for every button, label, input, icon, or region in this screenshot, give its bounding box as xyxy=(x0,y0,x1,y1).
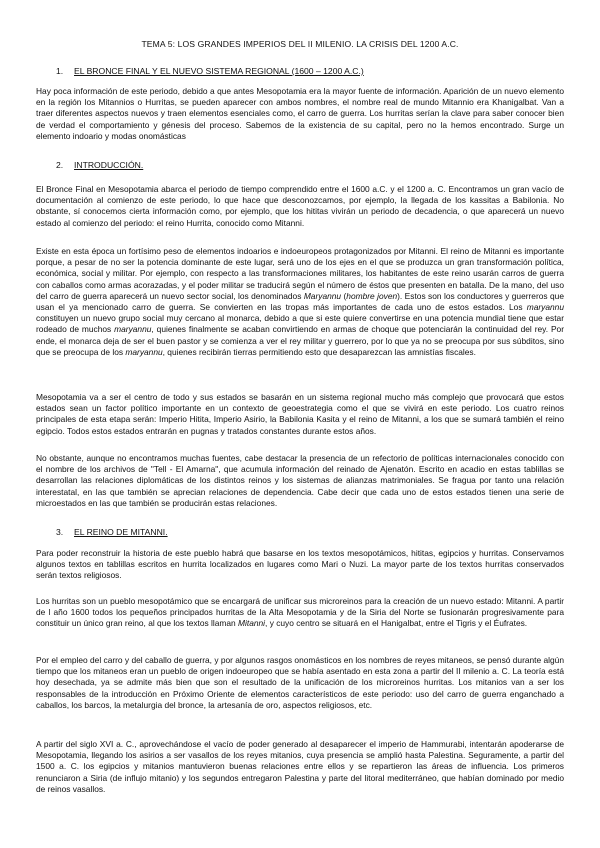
paragraph-3-2: Los hurritas son un pueblo mesopotámico que se encargará de unificar sus microreinos para la creación de un nuevo estado: Mitanni. A partir de l año 1600 todos los pequeños principados hurritas de la Alta Mesopotamia y de la Siria del Norte se fusionarán progresivamente para constituir un único gran reino, al que los textos llaman Mitanni, y cuyo centro se situará en el Hanigalbat, entre el Tigris y el Éufrates. xyxy=(36,596,564,629)
section-heading-2 xyxy=(56,160,143,171)
paragraph-2-3: Mesopotamia va a ser el centro de todo y sus estados se basarán en un sistema regional mucho más complejo que provocará que estos estados sean un factor político importante en un contexto de geoestrategia como el que se vivirá en este periodo. Los cuatro reinos principales de esta etapa serán: Imperio Hitita, Imperio Asirio, la Babilonia Kasita y el reino de Mitanni, a los que se sumará también el reino egipcio. Todos estos estados entrarán en pugnas y tratados constantes durante estos años. xyxy=(36,392,564,436)
paragraph-2-4: No obstante, aunque no encontramos muchas fuentes, cabe destacar la presencia de un refectorio de políticas internacionales conocido con el nombre de los archivos de "Tell - El Amarna", que acumula información del reinado de Ajenatón. Escrito en acadio en estas tablillas se desarrollan las relaciones diplomáticas de los distintos reinos y los sistemas de alianzas matrimoniales. Se fragua por tanto una relación interestatal, en las que también se aprecian relaciones de dependencia. Cabe decir que cada uno de estos estados tienen una serie de microestados en las que también se producirán estas relaciones. xyxy=(36,453,564,508)
paragraph-2-1: El Bronce Final en Mesopotamia abarca el periodo de tiempo comprendido entre el 1600 a.C. y el 1200 a. C. Encontramos un gran vacío de documentación al comienzo de este periodo, lo que hace que desconozcamos, por ejemplo, la llegada de los kassitas a Babilonia. No obstante, sí conocemos cierta información como, por ejemplo, que los hititas vivirán un periodo de decadencia, o que aparecerá un nuevo estado al comienzo del periodo: el reino Hurrita, conocido como Mitanni. xyxy=(36,184,564,228)
section-title: EL REINO DE MITANNI. xyxy=(74,527,168,537)
section-number: 3. xyxy=(56,527,64,537)
section-number: 2. xyxy=(56,160,64,170)
paragraph-3-3: Por el empleo del carro y del caballo de guerra, y por algunos rasgos onomásticos en los nombres de reyes mitaneos, se pensó durante algún tiempo que los mitaneos eran un pueblo de origen indoeuropeo que se había asentado en esta zona a partir del II milenio a. C. La teoría está hoy desechada, ya se admite más bien que son el resultado de la unificación de los microreinos hurritas. Los mitanios van a ser los responsables de la introducción en Próximo Oriente de elementos característicos de este periodo: uso del carro de guerra enganchado a caballos, los barcos, la metalurgia del bronce, la artesanía de oro, aspectos religiosos, etc. xyxy=(36,655,564,710)
paragraph-3-4: A partir del siglo XVI a. C., aprovechándose el vacío de poder generado al desaparecer el imperio de Hammurabi, intentarán apoderarse de Mesopotamia, llegando los asirios a ser vasallos de los reyes mitanios, cuya presencia se amplió hasta Palestina. Seguramente, a partir del 1500 a. C. los egipcios y mitanios mantuvieron buenas relaciones entre ellos y se repartieron las áreas de influencia. Los primeros renunciaron a Siria (de influjo mitanio) y los segundos entregaron Palestina y parte del litoral mediterráneo, que habían dominado por medio de reinos vasallos. xyxy=(36,739,564,794)
section-heading-3 xyxy=(56,527,168,538)
section-number: 1. xyxy=(56,66,64,76)
paragraph-3-1: Para poder reconstruir la historia de este pueblo habrá que basarse en los textos mesopotámicos, hititas, egipcios y hurritas. Conservamos algunos textos en tablillas escritos en hurrita localizados en lugares como Mari o Nuzi. La mayor parte de los textos hurritas conservados serán textos religiosos. xyxy=(36,548,564,581)
section-heading-1 xyxy=(56,66,364,77)
document-title: TEMA 5: LOS GRANDES IMPERIOS DEL II MILENIO. LA CRISIS DEL 1200 A.C. xyxy=(141,39,459,49)
section-title: EL BRONCE FINAL Y EL NUEVO SISTEMA REGIONAL (1600 – 1200 A.C.) xyxy=(74,66,364,76)
paragraph-1-1: Hay poca información de este periodo, debido a que antes Mesopotamia era la mayor fuente de información. Aparición de un nuevo elemento en la región los Mitannios o Hurritas, se pueden aparecer con ambos nombres, el nombre real de mundo Mitannio era Khanigalbat. Van a traer diferentes aspectos nuevos y traen elementos esenciales como, el carro de guerra. Los hurritas serían la clave para saber conocer bien de verdad el comportamiento y génesis del proceso. Sabemos de la existencia de su capital, pero no la hemos encontrado. Surge un elemento indoario y modas onomásticas xyxy=(36,86,564,141)
section-title: INTRODUCCIÓN. xyxy=(74,160,144,170)
paragraph-2-2: Existe en esta época un fortísimo peso de elementos indoarios e indoeuropeos protagonizados por Mitanni. El reino de Mitanni es importante porque, a pesar de no ser la potencia dominante de este lugar, será uno de los ejes en el que se produzca un gran transformación política, económica, social y militar. Por ejemplo, con respecto a las transformaciones militares, los habitantes de este reino usarán carros de guerra con caballos como armas acorazadas, y el poder militar se traducirá según el número de éstos que presenten en batalla. De la mano, del uso del carro de guerra aparecerá un nuevo sector social, los denominados Maryannu (hombre joven). Estos son los conductores y guerreros que usan el ya mencionado carro de guerra. Se convierten en las tropas más importantes de cada uno de estos estados. Los maryannu constituyen un nuevo grupo social muy cercano al monarca, debido a que si este quiere convertirse en una potencia mundial tiene que estar rodeado de muchos maryannu, quienes finalmente se acaban convirtiendo en armas de choque que potenciarán la continuidad del rey. Por ende, el monarca deja de ser el buen pastor y se comienza a ver el rey militar y guerrero, por lo que ya no se preocupa por sus súbditos, sino que se preocupa de los maryannu, quienes recibirán tierras permitiendo esto que desaparezcan las amnistías fiscales. xyxy=(36,246,565,357)
